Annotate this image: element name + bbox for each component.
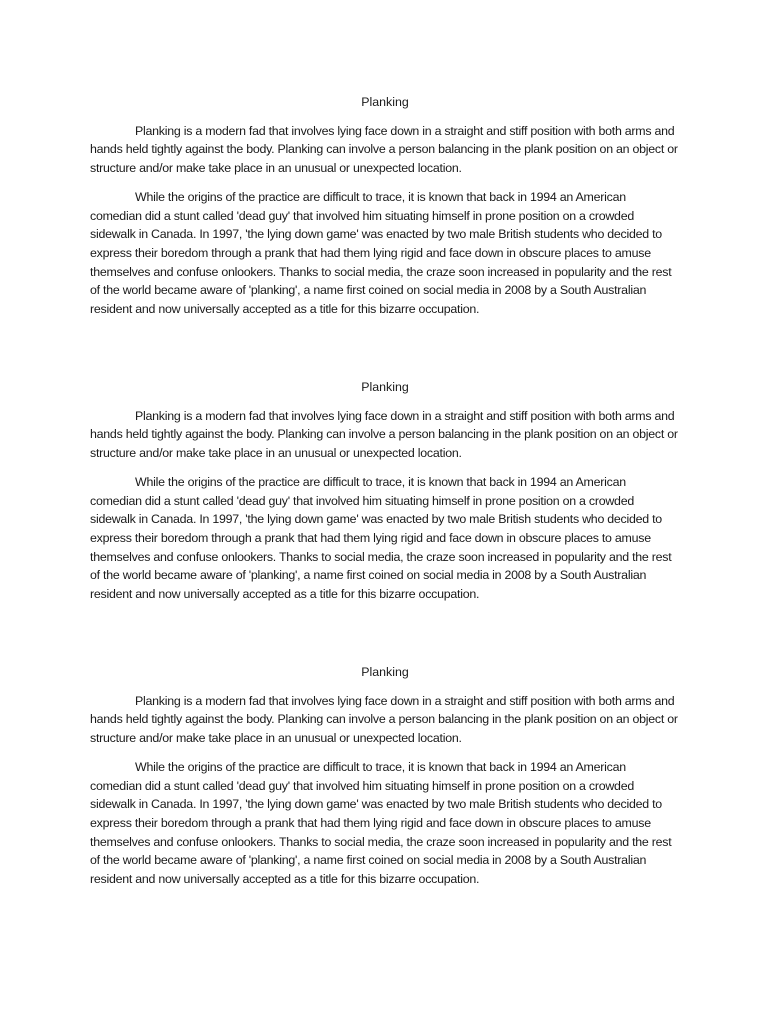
section-title: Planking bbox=[361, 665, 409, 679]
intro-paragraph: Planking is a modern fad that involves lying face down in a straight and stiff position with both arms and hands held tightly against the body. Planking can involve a person balancing in the plank position on an object or structure and/or make take place in an unusual or unexpected location. bbox=[90, 408, 678, 461]
section-title: Planking bbox=[361, 95, 409, 109]
section-title: Planking bbox=[361, 380, 409, 394]
history-paragraph: While the origins of the practice are difficult to trace, it is known that back in 1994 an American comedian did a stunt called 'dead guy' that involved him situating himself in prone position on a crowded sidewalk in Canada. In 1997, 'the lying down game' was enacted by two male British students who decided to express their boredom through a prank that had them lying rigid and face down in obscure places to amuse themselves and confuse onlookers. Thanks to social media, the craze soon increased in popularity and the rest of the world became aware of 'planking', a name first coined on social media in 2008 by a South Australian resident and now universally accepted as a title for this bizarre occupation. bbox=[90, 759, 672, 887]
planking-section-3 bbox=[90, 663, 680, 899]
intro-paragraph: Planking is a modern fad that involves lying face down in a straight and stiff position with both arms and hands held tightly against the body. Planking can involve a person balancing in the plank position on an object or structure and/or make take place in an unusual or unexpected location. bbox=[90, 123, 678, 176]
planking-section-2 bbox=[90, 378, 680, 614]
history-paragraph: While the origins of the practice are difficult to trace, it is known that back in 1994 an American comedian did a stunt called 'dead guy' that involved him situating himself in prone position on a crowded sidewalk in Canada. In 1997, 'the lying down game' was enacted by two male British students who decided to express their boredom through a prank that had them lying rigid and face down in obscure places to amuse themselves and confuse onlookers. Thanks to social media, the craze soon increased in popularity and the rest of the world became aware of 'planking', a name first coined on social media in 2008 by a South Australian resident and now universally accepted as a title for this bizarre occupation. bbox=[90, 189, 672, 317]
history-paragraph: While the origins of the practice are difficult to trace, it is known that back in 1994 an American comedian did a stunt called 'dead guy' that involved him situating himself in prone position on a crowded sidewalk in Canada. In 1997, 'the lying down game' was enacted by two male British students who decided to express their boredom through a prank that had them lying rigid and face down in obscure places to amuse themselves and confuse onlookers. Thanks to social media, the craze soon increased in popularity and the rest of the world became aware of 'planking', a name first coined on social media in 2008 by a South Australian resident and now universally accepted as a title for this bizarre occupation. bbox=[90, 474, 672, 602]
planking-section-1 bbox=[90, 93, 680, 329]
intro-paragraph: Planking is a modern fad that involves lying face down in a straight and stiff position with both arms and hands held tightly against the body. Planking can involve a person balancing in the plank position on an object or structure and/or make take place in an unusual or unexpected location. bbox=[90, 693, 678, 746]
